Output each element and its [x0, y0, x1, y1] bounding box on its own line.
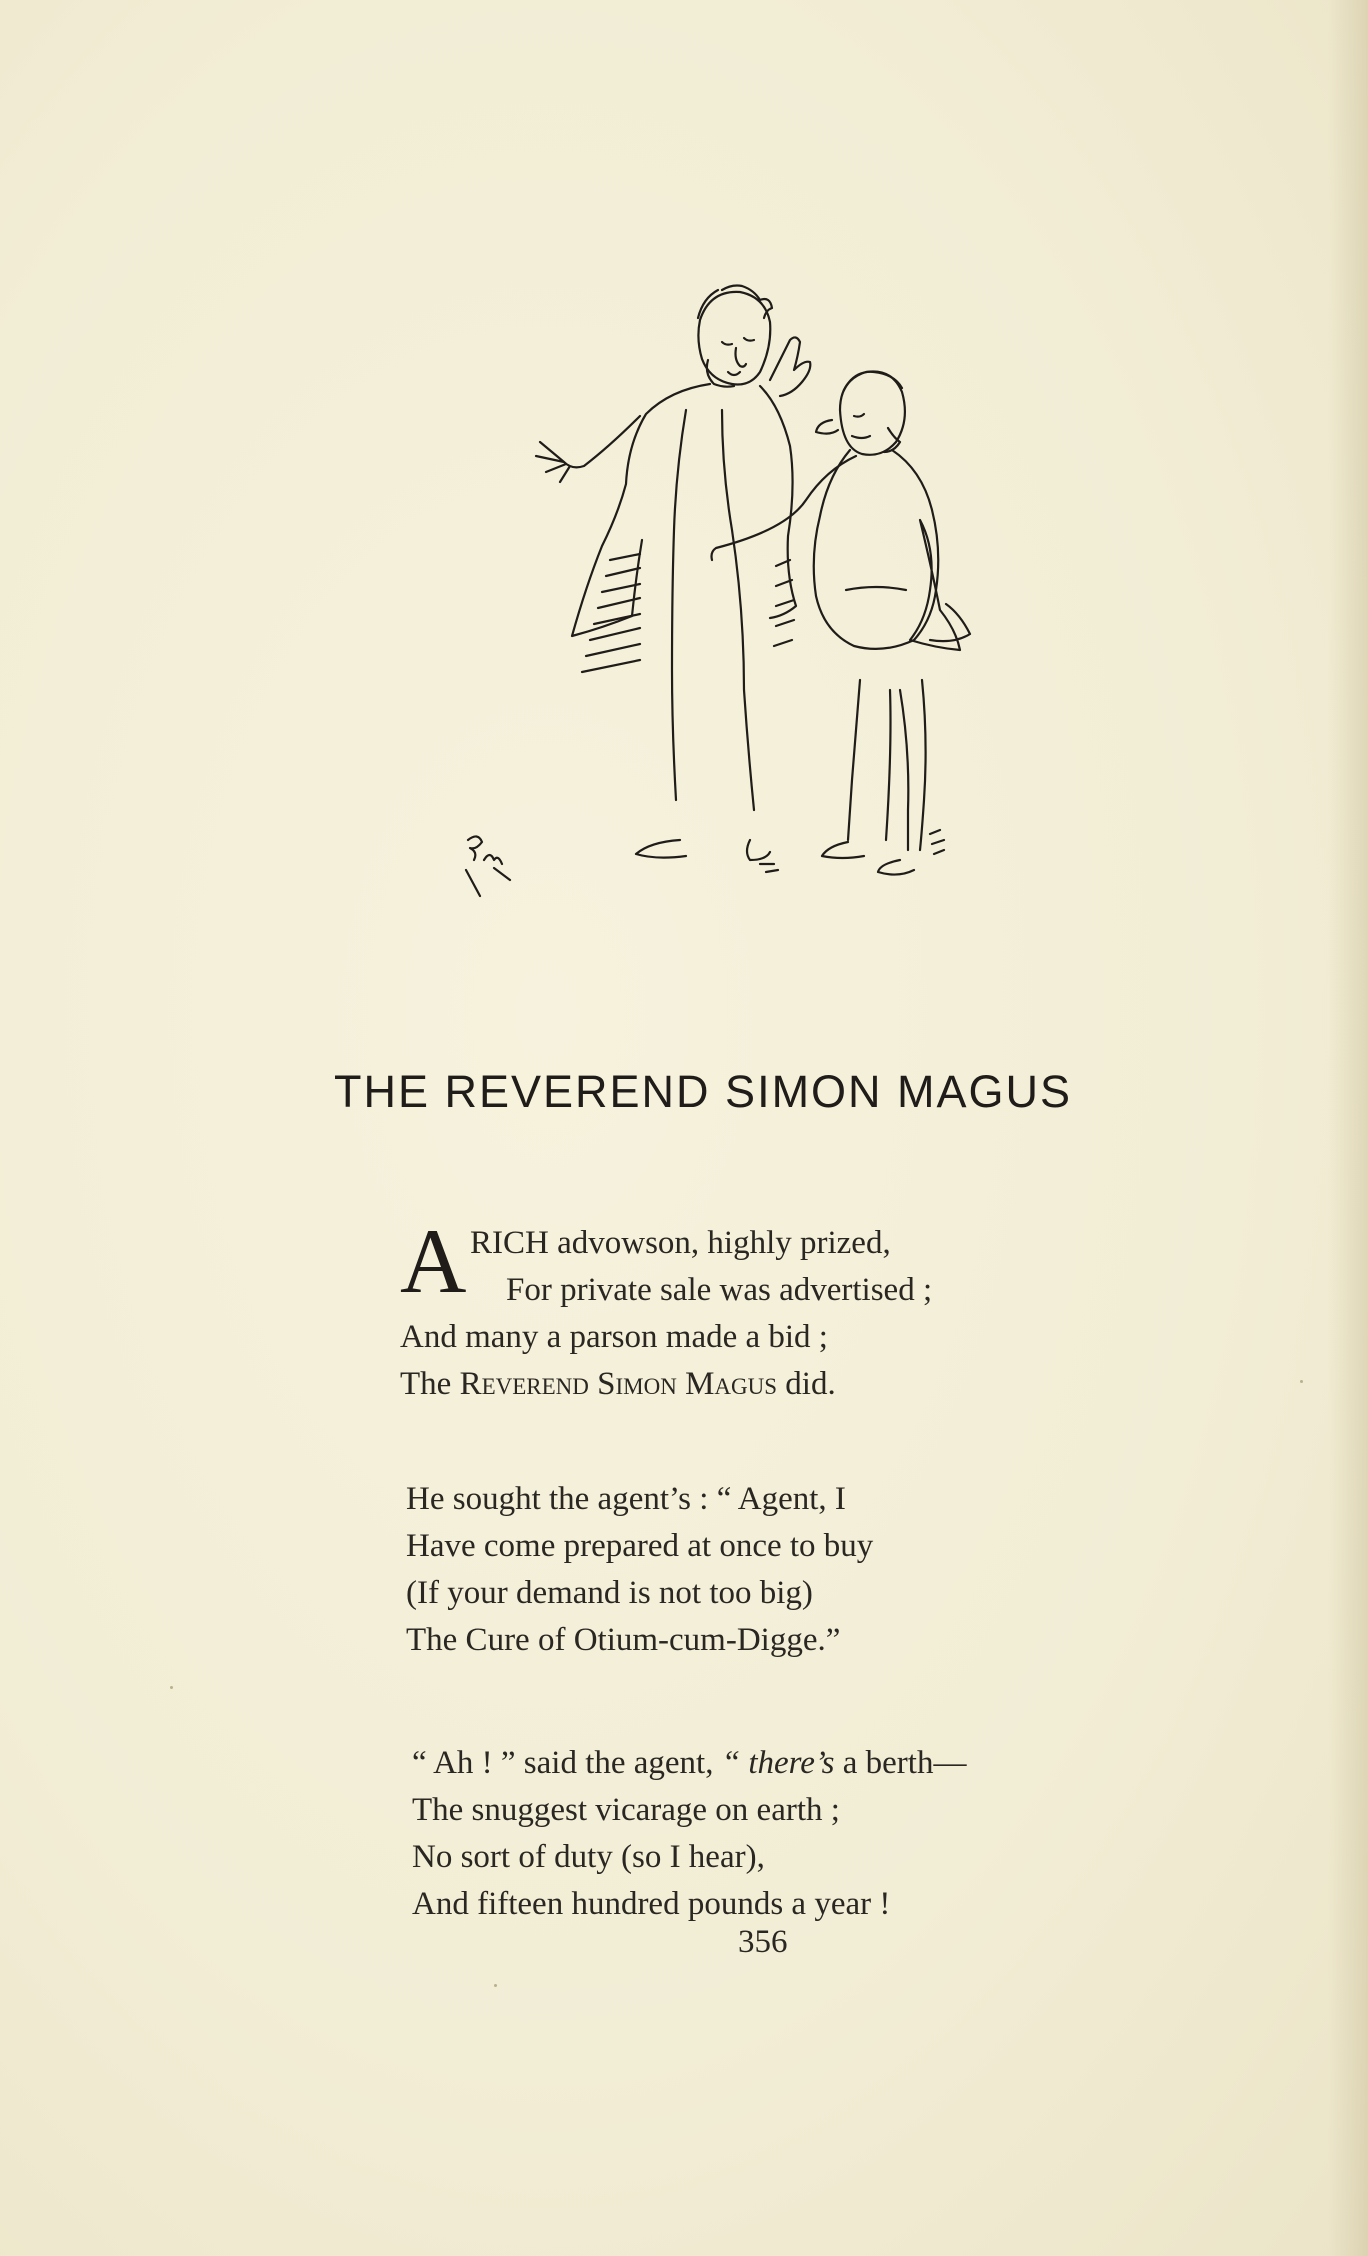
- stanza-1-line-2: For private sale was advertised ;: [506, 1272, 933, 1308]
- paper-speck: [170, 1686, 173, 1689]
- stanza-1-line-4-a: The: [400, 1366, 460, 1402]
- drop-cap: A: [400, 1210, 467, 1312]
- stanza-1-line-4: [400, 1361, 932, 1408]
- page-edge-shadow: [1328, 0, 1368, 2256]
- stanza-1-line-1-text: RICH advowson, highly prized,: [470, 1225, 891, 1261]
- stanza-3-line-1: [412, 1740, 966, 1787]
- paper-speck: [494, 1984, 497, 1987]
- stanza-3-line-3: No sort of duty (so I hear),: [412, 1839, 765, 1875]
- stanza-3-line-1-b: a berth—: [834, 1745, 967, 1781]
- stanza-2-line-3: (If your demand is not too big): [406, 1575, 813, 1611]
- stanza-1: [400, 1210, 933, 1408]
- stanza-2-line-2: Have come prepared at once to buy: [406, 1528, 874, 1564]
- reverend-simon-magus-smallcaps: Reverend Simon Magus: [459, 1366, 778, 1402]
- poem-title: THE REVEREND SIMON MAGUS: [334, 1066, 1073, 1117]
- stanza-3-line-4: And fifteen hundred pounds a year !: [412, 1886, 891, 1922]
- stanza-2-line-1: He sought the agent’s : “ Agent, I: [406, 1481, 846, 1517]
- two-clergymen-drawing-icon: [460, 260, 1020, 920]
- stanza-3-line-1-a: “ Ah ! ” said the agent,: [412, 1745, 722, 1781]
- stanza-3: [412, 1740, 966, 1928]
- illustration-two-clergymen: [460, 260, 1020, 920]
- stanza-3-line-2: The snuggest vicarage on earth ;: [412, 1792, 840, 1828]
- stanza-2-line-4: The Cure of Otium-cum-Digge.”: [406, 1622, 841, 1658]
- theres-italic: “ there’s: [721, 1745, 835, 1781]
- page-number: 356: [738, 1924, 788, 1960]
- stanza-1-line-3: And many a parson made a bid ;: [400, 1319, 828, 1355]
- stanza-2: [406, 1476, 873, 1664]
- paper-speck: [1300, 1380, 1303, 1383]
- stanza-1-line-4-b: did.: [777, 1366, 836, 1402]
